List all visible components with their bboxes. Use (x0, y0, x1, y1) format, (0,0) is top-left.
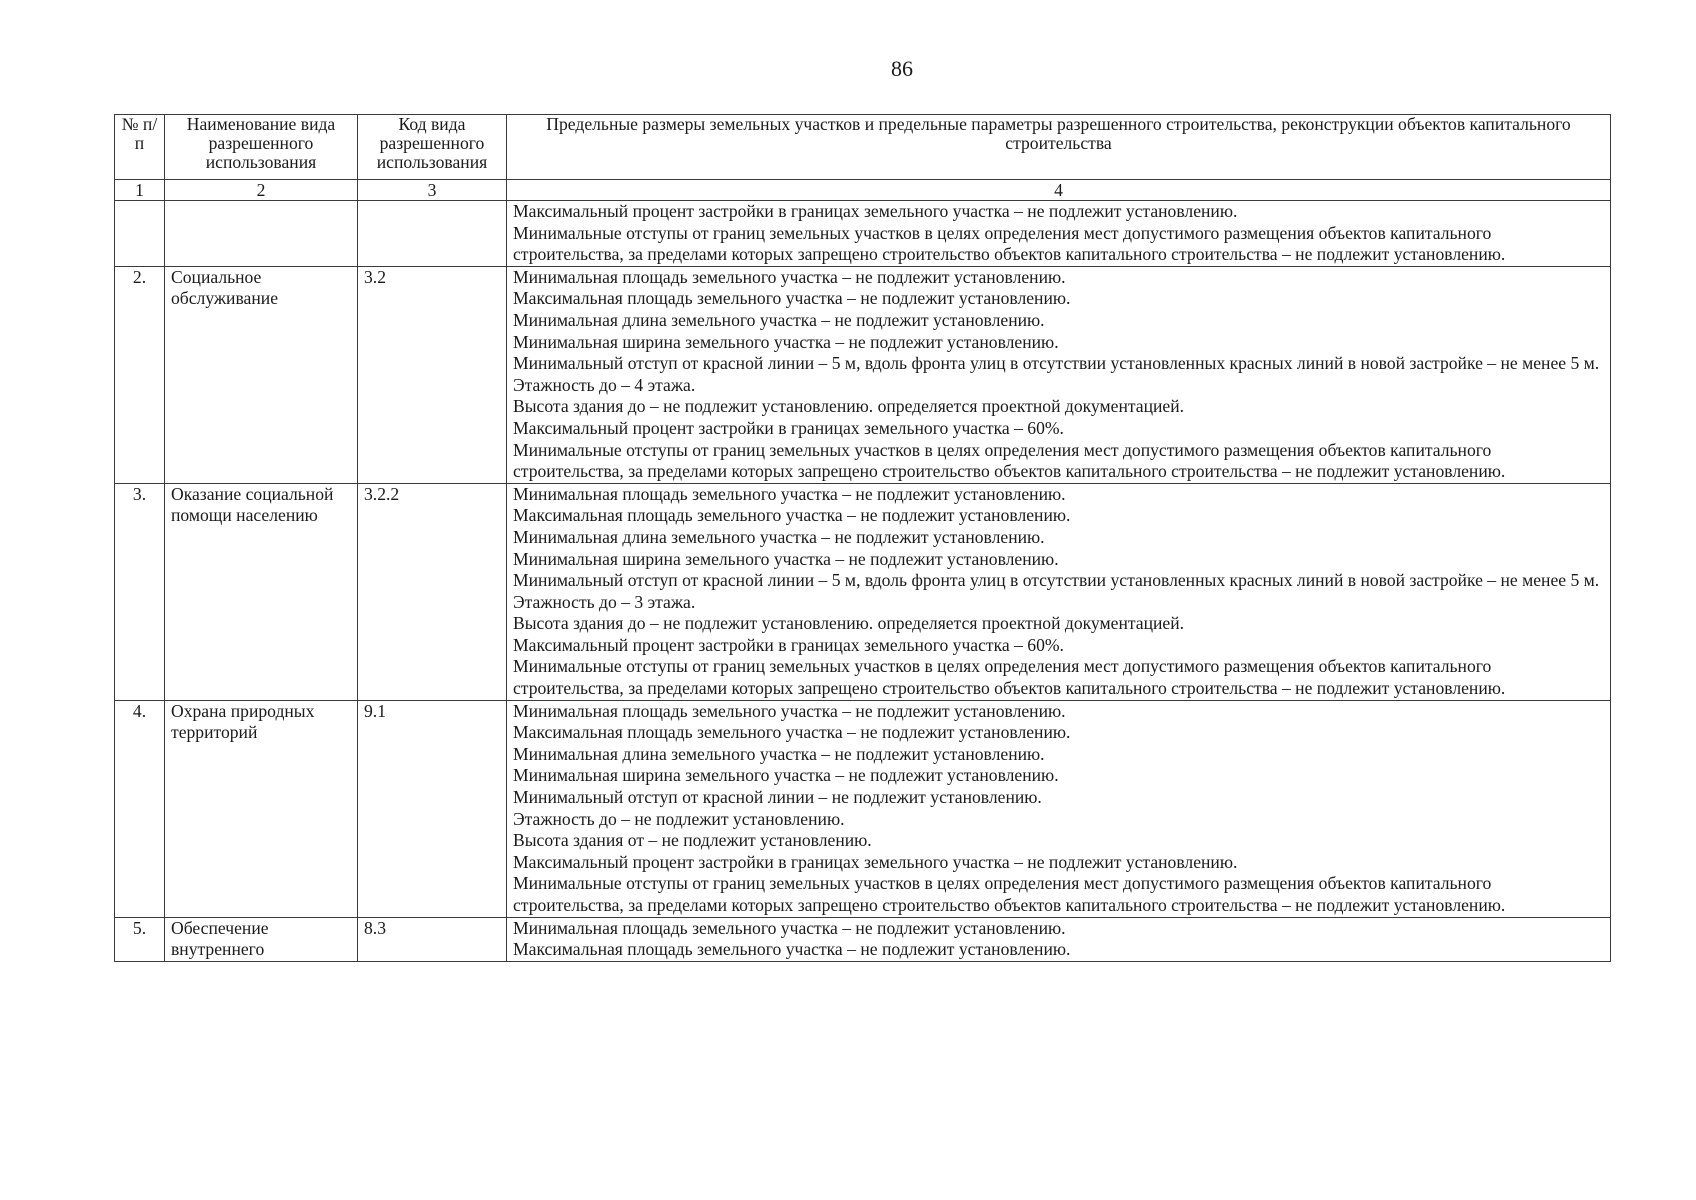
parameter-line: Высота здания до – не подлежит установлению. определяется проектной документацией. (513, 396, 1185, 417)
parameters-cell (507, 266, 1611, 483)
table-body (115, 201, 1611, 962)
column-number: 1 (115, 180, 165, 201)
table-header-row (115, 115, 1611, 180)
parameter-line: Минимальная площадь земельного участка – не подлежит установлению. (513, 700, 1066, 721)
use-code: 8.3 (358, 917, 507, 961)
parameter-line: Минимальная длина земельного участка – не подлежит установлению. (513, 743, 1045, 764)
regulations-table (114, 114, 1611, 962)
column-number: 3 (358, 180, 507, 201)
parameter-line: Высота здания до – не подлежит установлению. определяется проектной документацией. (513, 613, 1185, 634)
table-row (115, 700, 1611, 917)
parameters-cell (507, 483, 1611, 700)
row-number: 3. (115, 483, 165, 700)
parameters-cell (507, 917, 1611, 961)
parameters-cell (507, 201, 1611, 267)
parameter-line: Минимальные отступы от границ земельных участков в целях определения мест допустимого размещения объектов капитального строительства, за пределами которых запрещено строительство объектов капитального строительства – не подлежит установлению. (513, 656, 1506, 699)
parameter-line: Минимальная ширина земельного участка – не подлежит установлению. (513, 331, 1059, 352)
parameter-line: Максимальная площадь земельного участка – не подлежит установлению. (513, 939, 1071, 960)
row-number (115, 201, 165, 267)
parameter-line: Минимальная площадь земельного участка – не подлежит установлению. (513, 483, 1066, 504)
table-row (115, 917, 1611, 961)
use-name: Охрана природных территорий (165, 700, 358, 917)
header-use-code: Код вида разрешенного использования (358, 115, 507, 180)
parameter-line: Минимальная длина земельного участка – не подлежит установлению. (513, 309, 1045, 330)
use-code: 3.2.2 (358, 483, 507, 700)
use-code: 9.1 (358, 700, 507, 917)
parameter-line: Минимальный отступ от красной линии – 5 м, вдоль фронта улиц в отсутствии установленных красных линий в новой застройке – не менее 5 м. (513, 570, 1600, 591)
parameters-cell (507, 700, 1611, 917)
parameter-line: Максимальная площадь земельного участка – не подлежит установлению. (513, 288, 1071, 309)
parameter-line: Максимальная площадь земельного участка – не подлежит установлению. (513, 722, 1071, 743)
parameter-line: Минимальный отступ от красной линии – не подлежит установлению. (513, 787, 1042, 808)
table-row (115, 266, 1611, 483)
row-number: 2. (115, 266, 165, 483)
parameter-line: Высота здания от – не подлежит установлению. (513, 830, 872, 851)
parameter-line: Максимальный процент застройки в границах земельного участка – 60%. (513, 417, 1064, 438)
parameter-line: Минимальная длина земельного участка – не подлежит установлению. (513, 526, 1045, 547)
table-row (115, 201, 1611, 267)
parameter-line: Этажность до – 4 этажа. (513, 374, 696, 395)
table-row (115, 483, 1611, 700)
header-number: № п/п (115, 115, 165, 180)
page-number: 86 (891, 56, 913, 81)
use-name: Оказание социальной помощи населению (165, 483, 358, 700)
use-name (165, 201, 358, 267)
parameter-line: Этажность до – не подлежит установлению. (513, 808, 845, 829)
column-number-row (115, 180, 1611, 201)
parameter-line: Минимальная площадь земельного участка – не подлежит установлению. (513, 917, 1066, 938)
parameter-line: Этажность до – 3 этажа. (513, 591, 696, 612)
parameter-line: Минимальные отступы от границ земельных участков в целях определения мест допустимого размещения объектов капитального строительства, за пределами которых запрещено строительство объектов капитального строительства – не подлежит установлению. (513, 873, 1506, 915)
parameter-line: Минимальная площадь земельного участка – не подлежит установлению. (513, 266, 1066, 287)
use-name: Обеспечение внутреннего (165, 917, 358, 961)
row-number: 5. (115, 917, 165, 961)
parameter-line: Минимальная ширина земельного участка – не подлежит установлению. (513, 548, 1059, 569)
parameter-line: Максимальный процент застройки в границах земельного участка – не подлежит установлению. (513, 851, 1238, 872)
parameter-line: Максимальная площадь земельного участка – не подлежит установлению. (513, 505, 1071, 526)
header-parameters: Предельные размеры земельных участков и предельные параметры разрешенного строительства, реконструкции объектов капитального строительства (507, 115, 1611, 180)
use-code: 3.2 (358, 266, 507, 483)
parameter-line: Минимальные отступы от границ земельных участков в целях определения мест допустимого размещения объектов капитального строительства, за пределами которых запрещено строительство объектов капитального строительства – не подлежит установлению. (513, 439, 1506, 482)
parameter-line: Максимальный процент застройки в границах земельного участка – 60%. (513, 634, 1064, 655)
parameter-line: Минимальный отступ от красной линии – 5 м, вдоль фронта улиц в отсутствии установленных красных линий в новой застройке – не менее 5 м. (513, 353, 1600, 374)
column-number: 2 (165, 180, 358, 201)
parameter-line: Минимальные отступы от границ земельных участков в целях определения мест допустимого размещения объектов капитального строительства, за пределами которых запрещено строительство объектов капитального строительства – не подлежит установлению. (513, 222, 1506, 265)
column-number: 4 (507, 180, 1611, 201)
row-number: 4. (115, 700, 165, 917)
header-use-name: Наименование вида разрешенного использования (165, 115, 358, 180)
parameter-line: Максимальный процент застройки в границах земельного участка – не подлежит установлению. (513, 201, 1238, 221)
use-name: Социальное обслуживание (165, 266, 358, 483)
parameter-line: Минимальная ширина земельного участка – не подлежит установлению. (513, 765, 1059, 786)
use-code (358, 201, 507, 267)
